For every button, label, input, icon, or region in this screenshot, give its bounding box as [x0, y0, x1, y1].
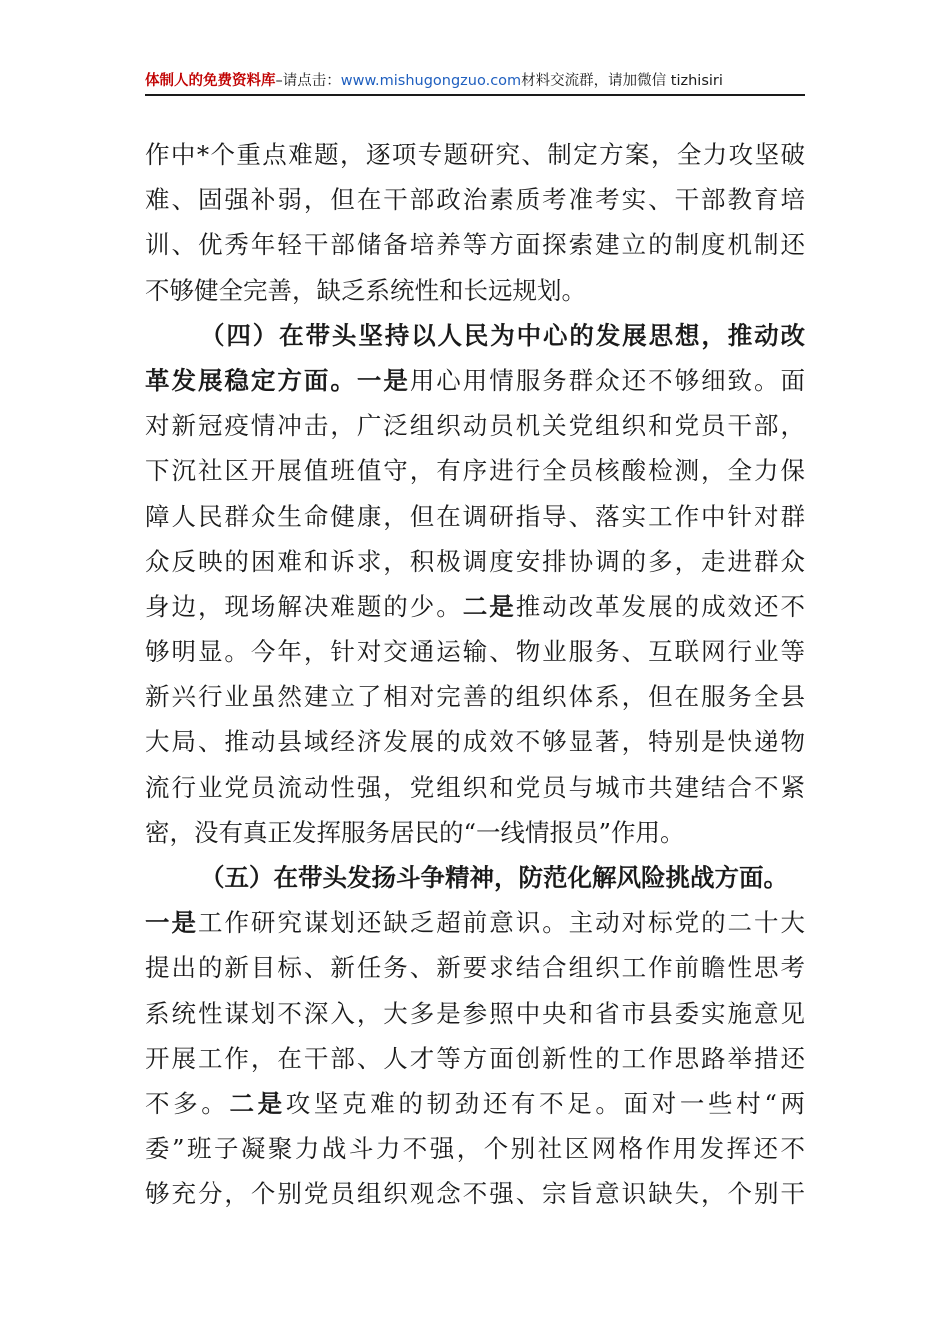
text-line: 一是工作研究谋划还缺乏超前意识。主动对标党的二十大 [145, 908, 806, 938]
text-line: 障人民群众生命健康，但在调研指导、落实工作中针对群 [145, 501, 805, 531]
text-line: 下沉社区开展值班值守，有序进行全员核酸检测，全力保 [145, 456, 805, 486]
page-header [145, 66, 805, 96]
text-line: 流行业党员流动性强，党组织和党员与城市共建结合不紧 [145, 772, 805, 802]
section-heading-line [145, 313, 805, 358]
text-line: 够充分，个别党员组织观念不强、宗旨意识缺失，个别干 [145, 1179, 805, 1209]
header-suffix: 材料交流群，请加微信 tizhisiri [521, 73, 723, 89]
section-heading: （五）在带头发扬斗争精神，防范化解风险挑战方面。 [200, 863, 788, 892]
text-line: 对新冠疫情冲击，广泛组织动员机关党组织和党员干部， [145, 411, 805, 441]
text-line: 作中*个重点难题，逐项专题研究、制定方案，全力攻坚破 [145, 140, 805, 169]
header-brand: 体制人的免费资料库 [145, 73, 276, 89]
section-heading-line [145, 855, 805, 900]
header-url-link[interactable]: www.mishugongzuo.com [340, 73, 522, 89]
header-divider [145, 94, 805, 96]
text-line: 提出的新目标、新任务、新要求结合组织工作前瞻性思考 [145, 953, 805, 983]
section-heading: （四）在带头坚持以人民为中心的发展思想，推动改 [200, 320, 805, 350]
text-line: 开展工作，在干部、人才等方面创新性的工作思路举措还 [145, 1043, 805, 1073]
point-marker: 二是 [229, 1088, 286, 1118]
text-line: 新兴行业虽然建立了相对完善的组织体系，但在服务全县 [145, 682, 805, 712]
text-line: 训、优秀年轻干部储备培养等方面探索建立的制度机制还 [145, 230, 805, 260]
text-line: 革发展稳定方面。一是用心用情服务群众还不够细致。面 [145, 365, 806, 395]
text-line: 大局、推动县域经济发展的成效不够显著，特别是快递物 [145, 727, 805, 757]
text-line: 难、固强补弱，但在干部政治素质考准考实、干部教育培 [145, 185, 805, 215]
text-line: 密，没有真正发挥服务居民的“一线情报员”作用。 [145, 817, 685, 847]
text-line: 身边，现场解决难题的少。二是推动改革发展的成效还不 [145, 591, 806, 621]
document-body [145, 132, 805, 1217]
header-prefix: –请点击： [275, 73, 341, 89]
point-marker: 一是 [145, 908, 198, 938]
text-line: 系统性谋划不深入，大多是参照中央和省市县委实施意见 [145, 998, 805, 1028]
text-line: 委”班子凝聚力战斗力不强，个别社区网格作用发挥还不 [145, 1134, 805, 1164]
point-marker: 一是 [356, 365, 410, 395]
text-line: 够明显。今年，针对交通运输、物业服务、互联网行业等 [145, 637, 805, 667]
text-line: 不够健全完善，缺乏系统性和长远规划。 [145, 275, 586, 305]
point-marker: 二是 [462, 591, 516, 621]
text-line: 众反映的困难和诉求，积极调度安排协调的多，走进群众 [145, 546, 805, 576]
text-line: 不多。二是攻坚克难的韧劲还有不足。面对一些村“两 [145, 1088, 806, 1118]
